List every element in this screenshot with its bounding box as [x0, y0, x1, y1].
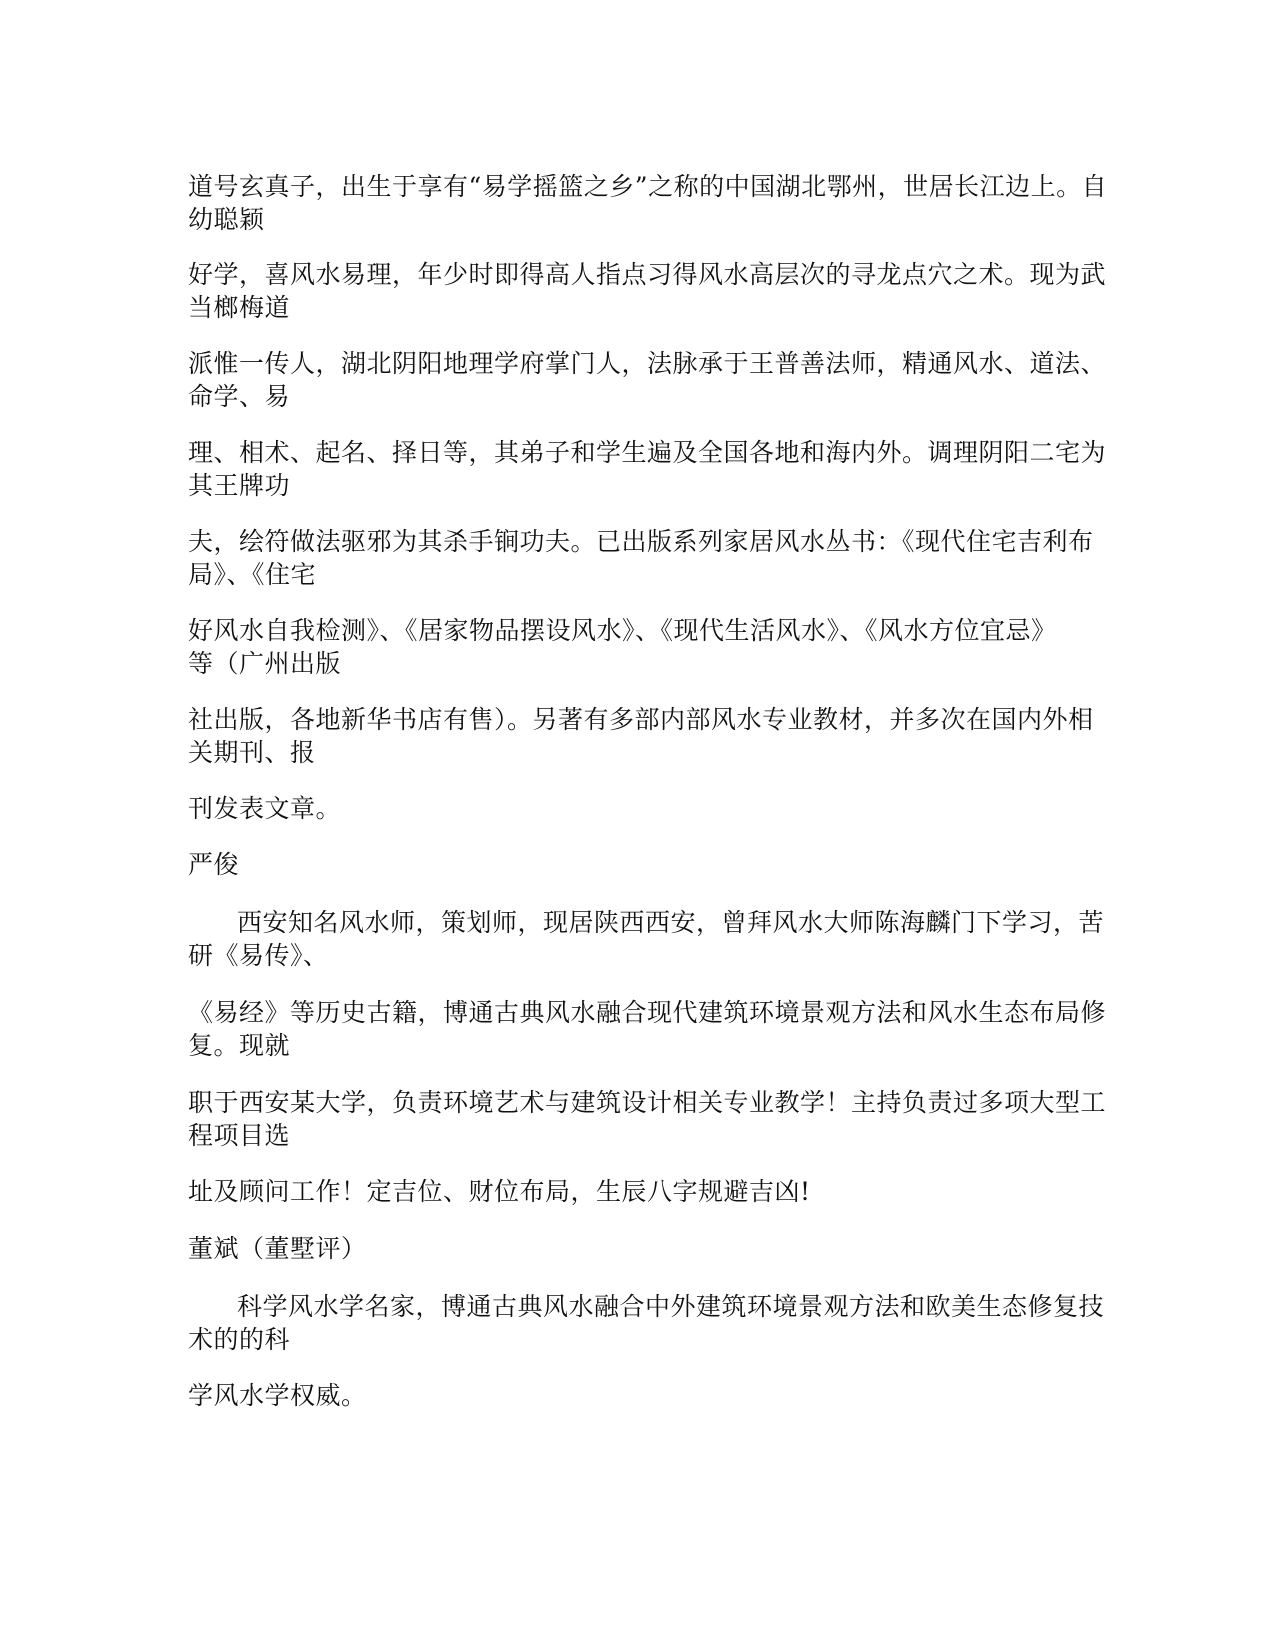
text-line: 职于西安某大学，负责环境艺术与建筑设计相关专业教学！主持负责过多项大型工: [188, 1088, 1107, 1117]
text-line: 夫，绘符做法驱邪为其杀手锏功夫。已出版系列家居风水丛书：《现代住宅吉利布: [188, 527, 1094, 556]
text-line: 科学风水学名家，博通古典风水融合中外建筑环境景观方法和欧美生态修复技: [237, 1292, 1105, 1321]
text-line: 学风水学权威。: [188, 1381, 367, 1410]
text-line: 刊发表文章。: [188, 794, 342, 823]
text-line: 术的的科: [188, 1325, 291, 1354]
text-line: 复。现就: [188, 1031, 291, 1060]
text-line: 命学、易: [188, 382, 291, 411]
text-line: 幼聪颖: [188, 205, 265, 234]
text-line: 程项目选: [188, 1121, 291, 1150]
section-heading: 董斌（董墅评）: [188, 1234, 367, 1263]
text-line: 道号玄真子，出生于享有“易学摇篮之乡”之称的中国湖北鄂州，世居长江边上。自: [188, 172, 1108, 201]
text-line: 局》、《住宅: [188, 560, 317, 589]
text-line: 理、相术、起名、择日等，其弟子和学生遍及全国各地和海内外。调理阴阳二宅为: [188, 438, 1107, 467]
text-line: 社出版，各地新华书店有售）。另著有多部内部风水专业教材，并多次在国内外相: [188, 705, 1094, 734]
text-line: 关期刊、报: [188, 738, 316, 767]
text-line: 当榔梅道: [188, 293, 291, 322]
text-line: 派惟一传人，湖北阴阳地理学府掌门人，法脉承于王普善法师，精通风水、道法、: [188, 349, 1107, 378]
text-line: 址及顾问工作！定吉位、财位布局，生辰八字规避吉凶!: [188, 1177, 811, 1206]
text-line: 好学，喜风水易理，年少时即得高人指点习得风水高层次的寻龙点穴之术。现为武: [188, 260, 1107, 289]
text-line: 好风水自我检测》、《居家物品摆设风水》、《现代生活风水》、《风水方位宜忌》: [188, 616, 1057, 645]
text-line: 研《易传》、: [188, 941, 329, 970]
text-line: 等（广州出版: [188, 649, 342, 678]
text-line: 西安知名风水师，策划师，现居陕西西安，曾拜风水大师陈海麟门下学习，苦: [237, 908, 1105, 937]
text-line: 《易经》等历史古籍，博通古典风水融合现代建筑环境景观方法和风水生态布局修: [188, 998, 1107, 1027]
section-heading: 严俊: [188, 850, 240, 879]
text-line: 其王牌功: [188, 471, 291, 500]
